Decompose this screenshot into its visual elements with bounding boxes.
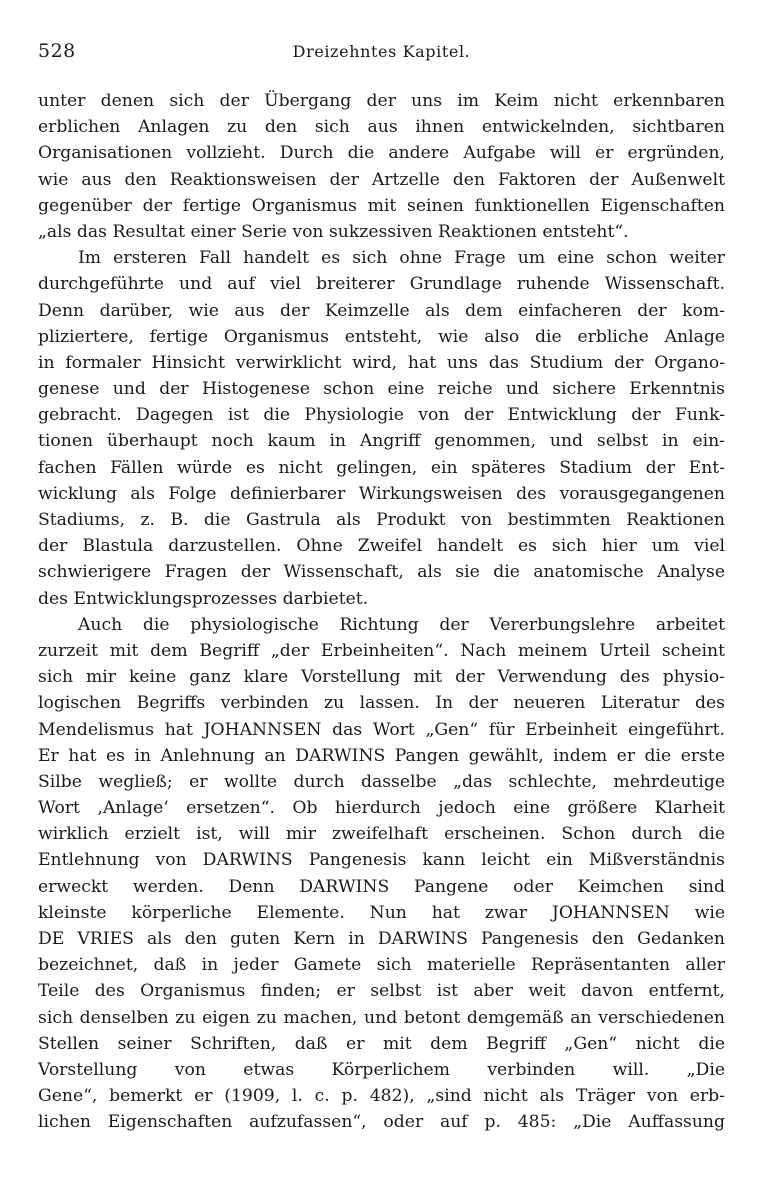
- text-line: fachen Fällen würde es nicht gelingen, ein späteres Stadium der Ent-: [38, 457, 725, 478]
- text-line: des Entwicklungsprozesses darbietet.: [38, 588, 369, 609]
- text-line: Auch die physiologische Richtung der Vererbungslehre arbeitet: [78, 614, 725, 635]
- text-line: Gene“, bemerkt er (1909, l. c. p. 482), „sind nicht als Träger von erb-: [38, 1086, 725, 1107]
- text-line: „als das Resultat einer Serie von sukzessiven Reaktionen entsteht“.: [38, 221, 629, 242]
- text-line: Silbe wegließ; er wollte durch dasselbe „das schlechte, mehrdeutige: [38, 771, 725, 792]
- text-line: erblichen Anlagen zu den sich aus ihnen entwickelnden, sichtbaren: [38, 117, 725, 138]
- text-line: Im ersteren Fall handelt es sich ohne Frage um eine schon weiter: [78, 248, 725, 269]
- text-line: gebracht. Dagegen ist die Physiologie von der Entwicklung der Funk-: [38, 405, 725, 426]
- page-number: 528: [38, 40, 76, 62]
- text-line: Stadiums, z. B. die Gastrula als Produkt von bestimmten Reaktionen: [38, 510, 725, 530]
- text-line: pliziertere, fertige Organismus entsteht, wie also die erbliche Anlage: [38, 326, 725, 347]
- page-header: [38, 40, 725, 64]
- text-line: der Blastula darzustellen. Ohne Zweifel handelt es sich hier um viel: [38, 536, 725, 557]
- text-line: wicklung als Folge definierbarer Wirkungsweisen des vorausgegangenen: [38, 483, 725, 504]
- text-line: DE VRIES als den guten Kern in DARWINS Pangenesis den Gedanken: [38, 929, 725, 949]
- text-line: logischen Begriffs verbinden zu lassen. In der neueren Literatur des: [38, 693, 725, 714]
- text-line: wirklich erzielt ist, will mir zweifelhaft erscheinen. Schon durch die: [38, 824, 725, 845]
- text-line: erweckt werden. Denn DARWINS Pangene oder Keimchen sind: [38, 876, 725, 897]
- text-line: Stellen seiner Schriften, daß er mit dem Begriff „Gen“ nicht die: [38, 1033, 725, 1054]
- text-line: in formaler Hinsicht verwirklicht wird, hat uns das Studium der Organo-: [38, 352, 725, 373]
- text-line: wie aus den Reaktionsweisen der Artzelle den Faktoren der Außenwelt: [38, 169, 725, 190]
- text-line: Entlehnung von DARWINS Pangenesis kann leicht ein Mißverständnis: [38, 850, 725, 871]
- running-title: Dreizehntes Kapitel.: [292, 42, 471, 61]
- text-line: gegenüber der fertige Organismus mit seinen funktionellen Eigenschaften: [38, 195, 725, 216]
- text-line: sich denselben zu eigen zu machen, und betont demgemäß an verschiedenen: [38, 1007, 725, 1028]
- text-line: Denn darüber, wie aus der Keimzelle als dem einfacheren der kom-: [38, 300, 725, 321]
- text-line: tionen überhaupt noch kaum in Angriff genommen, und selbst in ein-: [38, 431, 725, 452]
- text-line: genese und der Histogenese schon eine reiche und sichere Erkenntnis: [38, 379, 725, 400]
- text-line: kleinste körperliche Elemente. Nun hat zwar JOHANNSEN wie: [38, 902, 725, 923]
- body-text: [38, 88, 725, 1136]
- text-line: durchgeführte und auf viel breiterer Grundlage ruhende Wissenschaft.: [38, 274, 725, 295]
- text-line: Er hat es in Anlehnung an DARWINS Pangen gewählt, indem er die erste: [38, 745, 725, 766]
- text-line: zurzeit mit dem Begriff „der Erbeinheiten“. Nach meinem Urteil scheint: [38, 640, 725, 661]
- text-line: Wort ‚Anlage‘ ersetzen“. Ob hierdurch jedoch eine größere Klarheit: [38, 798, 725, 819]
- text-line: Organisationen vollzieht. Durch die andere Aufgabe will er ergründen,: [38, 143, 725, 164]
- text-line: schwierigere Fragen der Wissenschaft, als sie die anatomische Analyse: [38, 562, 725, 583]
- text-line: Vorstellung von etwas Körperlichem verbinden will. „Die: [38, 1059, 725, 1080]
- text-line: sich mir keine ganz klare Vorstellung mit der Verwendung des physio-: [38, 667, 725, 688]
- text-line: Teile des Organismus finden; er selbst ist aber weit davon entfernt,: [38, 981, 725, 1002]
- text-line: Mendelismus hat JOHANNSEN das Wort „Gen“ für Erbeinheit eingeführt.: [38, 719, 725, 740]
- text-line: unter denen sich der Übergang der uns im Keim nicht erkennbaren: [38, 91, 725, 111]
- text-line: lichen Eigenschaften aufzufassen“, oder auf p. 485: „Die Auffassung: [38, 1112, 725, 1133]
- text-line: bezeichnet, daß in jeder Gamete sich materielle Repräsentanten aller: [38, 955, 725, 976]
